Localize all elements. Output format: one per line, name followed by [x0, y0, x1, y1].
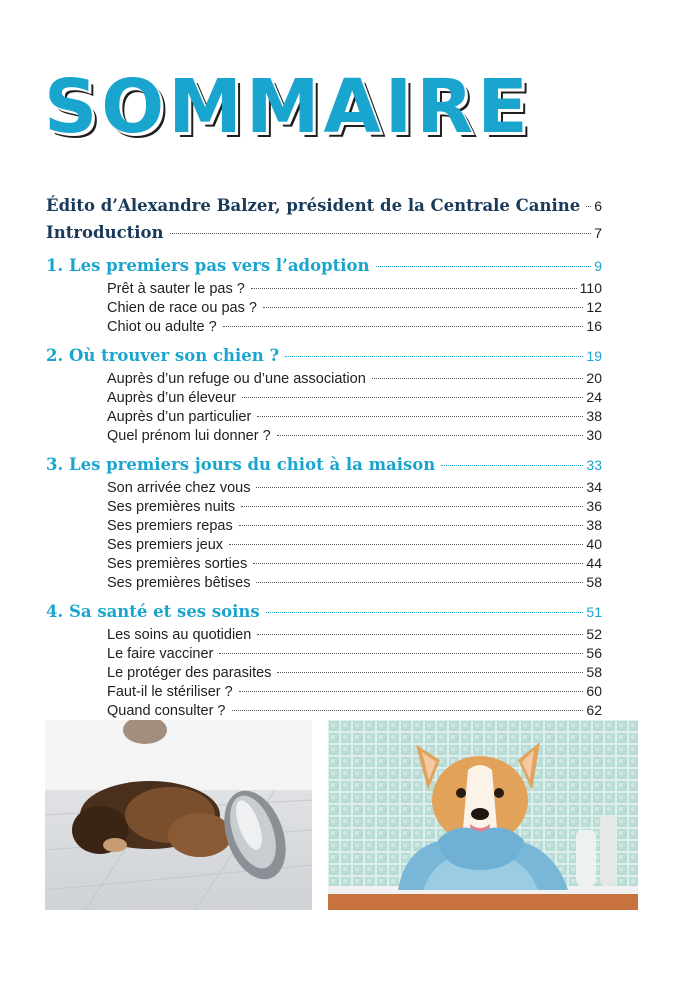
toc-item-page: 20 [586, 370, 602, 386]
toc-item-label: Quand consulter ? [107, 703, 226, 719]
toc-item-label: Faut-il le stériliser ? [107, 684, 233, 700]
toc-item[interactable] [46, 573, 602, 592]
toc-item-label: Ses premières nuits [107, 499, 236, 515]
leader-dots [257, 416, 583, 417]
toc-item[interactable] [46, 554, 602, 573]
corgi-towel-photo [328, 720, 638, 910]
toc-item-label: Auprès d’un particulier [107, 409, 252, 425]
toc-item[interactable] [46, 497, 602, 516]
toc-item-page: 38 [586, 408, 602, 424]
toc-chapter-page: 19 [586, 348, 602, 364]
toc-item-label: Le protéger des parasites [107, 665, 272, 681]
toc-item[interactable] [46, 663, 602, 682]
toc-item[interactable] [46, 644, 602, 663]
toc-item-page: 52 [586, 626, 602, 642]
toc-item[interactable] [46, 298, 602, 317]
toc-chapter-4[interactable] [46, 598, 602, 625]
toc-chapter-page: 51 [586, 604, 602, 620]
leader-dots [586, 206, 591, 207]
toc-item-label: Chiot ou adulte ? [107, 319, 217, 335]
leader-dots [372, 378, 584, 379]
toc-item-page: 60 [586, 683, 602, 699]
toc-item-page: 36 [586, 498, 602, 514]
toc-item-page: 58 [586, 574, 602, 590]
leader-dots [277, 435, 584, 436]
leader-dots [256, 487, 583, 488]
toc-item-page: 30 [586, 427, 602, 443]
leader-dots [239, 691, 584, 692]
leader-dots [253, 563, 583, 564]
leader-dots [170, 233, 592, 234]
toc-item-label: Auprès d’un refuge ou d’une association [107, 371, 366, 387]
leader-dots [219, 653, 583, 654]
toc-item-page: 110 [579, 280, 602, 296]
leader-dots [241, 506, 583, 507]
toc-item-page: 40 [586, 536, 602, 552]
toc-item-page: 12 [586, 299, 602, 315]
toc-item-label: Ses premières sorties [107, 556, 248, 572]
toc-introduction-page: 7 [594, 225, 602, 241]
toc-chapter-3[interactable] [46, 451, 602, 478]
toc-chapter-label: 3. Les premiers jours du chiot à la maison [46, 455, 436, 474]
toc-item-label: Ses premiers jeux [107, 537, 224, 553]
toc-item[interactable] [46, 535, 602, 554]
table-of-contents [46, 192, 602, 720]
leader-dots [263, 307, 583, 308]
toc-item-label: Quel prénom lui donner ? [107, 428, 271, 444]
toc-chapters [46, 246, 602, 720]
toc-item-label: Le faire vacciner [107, 646, 214, 662]
toc-item-page: 58 [586, 664, 602, 680]
leader-dots [251, 288, 577, 289]
toc-chapter-label: 4. Sa santé et ses soins [46, 602, 260, 621]
toc-item-label: Auprès d’un éleveur [107, 390, 236, 406]
leader-dots [256, 582, 583, 583]
toc-item-label: Ses premiers repas [107, 518, 233, 534]
leader-dots [257, 634, 583, 635]
toc-item[interactable] [46, 682, 602, 701]
toc-item[interactable] [46, 388, 602, 407]
toc-item-page: 16 [586, 318, 602, 334]
toc-item-label: Ses premières bêtises [107, 575, 251, 591]
puppy-bowl-photo [45, 720, 312, 910]
toc-edito-page: 6 [594, 198, 602, 214]
leader-dots [239, 525, 584, 526]
toc-edito-label: Édito d’Alexandre Balzer, président de la Centrale Canine [46, 196, 581, 215]
leader-dots [223, 326, 584, 327]
toc-item[interactable] [46, 426, 602, 445]
toc-item-page: 56 [586, 645, 602, 661]
toc-item-label: Les soins au quotidien [107, 627, 252, 643]
toc-chapter-label: 2. Où trouver son chien ? [46, 346, 280, 365]
leader-dots [229, 544, 583, 545]
toc-chapter-1[interactable] [46, 252, 602, 279]
leader-dots [242, 397, 583, 398]
leader-dots [441, 465, 583, 466]
toc-introduction[interactable] [46, 219, 602, 246]
toc-item[interactable] [46, 317, 602, 336]
page-title: SOMMAIRE [44, 64, 532, 150]
toc-edito[interactable] [46, 192, 602, 219]
toc-item[interactable] [46, 516, 602, 535]
leader-dots [266, 612, 584, 613]
toc-item[interactable] [46, 625, 602, 644]
puppy-bowl-illustration [45, 720, 312, 910]
toc-item[interactable] [46, 478, 602, 497]
toc-chapter-label: 1. Les premiers pas vers l’adoption [46, 256, 370, 275]
toc-item[interactable] [46, 407, 602, 426]
toc-item-page: 44 [586, 555, 602, 571]
leader-dots [277, 672, 583, 673]
leader-dots [285, 356, 583, 357]
toc-item[interactable] [46, 701, 602, 720]
toc-introduction-label: Introduction [46, 223, 164, 242]
toc-item-page: 62 [586, 702, 602, 718]
leader-dots [376, 266, 592, 267]
toc-chapter-page: 9 [594, 258, 602, 274]
toc-item-page: 34 [586, 479, 602, 495]
toc-item-label: Chien de race ou pas ? [107, 300, 257, 316]
toc-item-page: 24 [586, 389, 602, 405]
toc-item-label: Prêt à sauter le pas ? [107, 281, 245, 297]
toc-chapter-2[interactable] [46, 342, 602, 369]
toc-item[interactable] [46, 369, 602, 388]
corgi-towel-illustration [328, 720, 638, 910]
leader-dots [232, 710, 584, 711]
toc-chapter-page: 33 [586, 457, 602, 473]
toc-item-page: 38 [586, 517, 602, 533]
toc-item-label: Son arrivée chez vous [107, 480, 251, 496]
toc-item[interactable] [46, 279, 602, 298]
